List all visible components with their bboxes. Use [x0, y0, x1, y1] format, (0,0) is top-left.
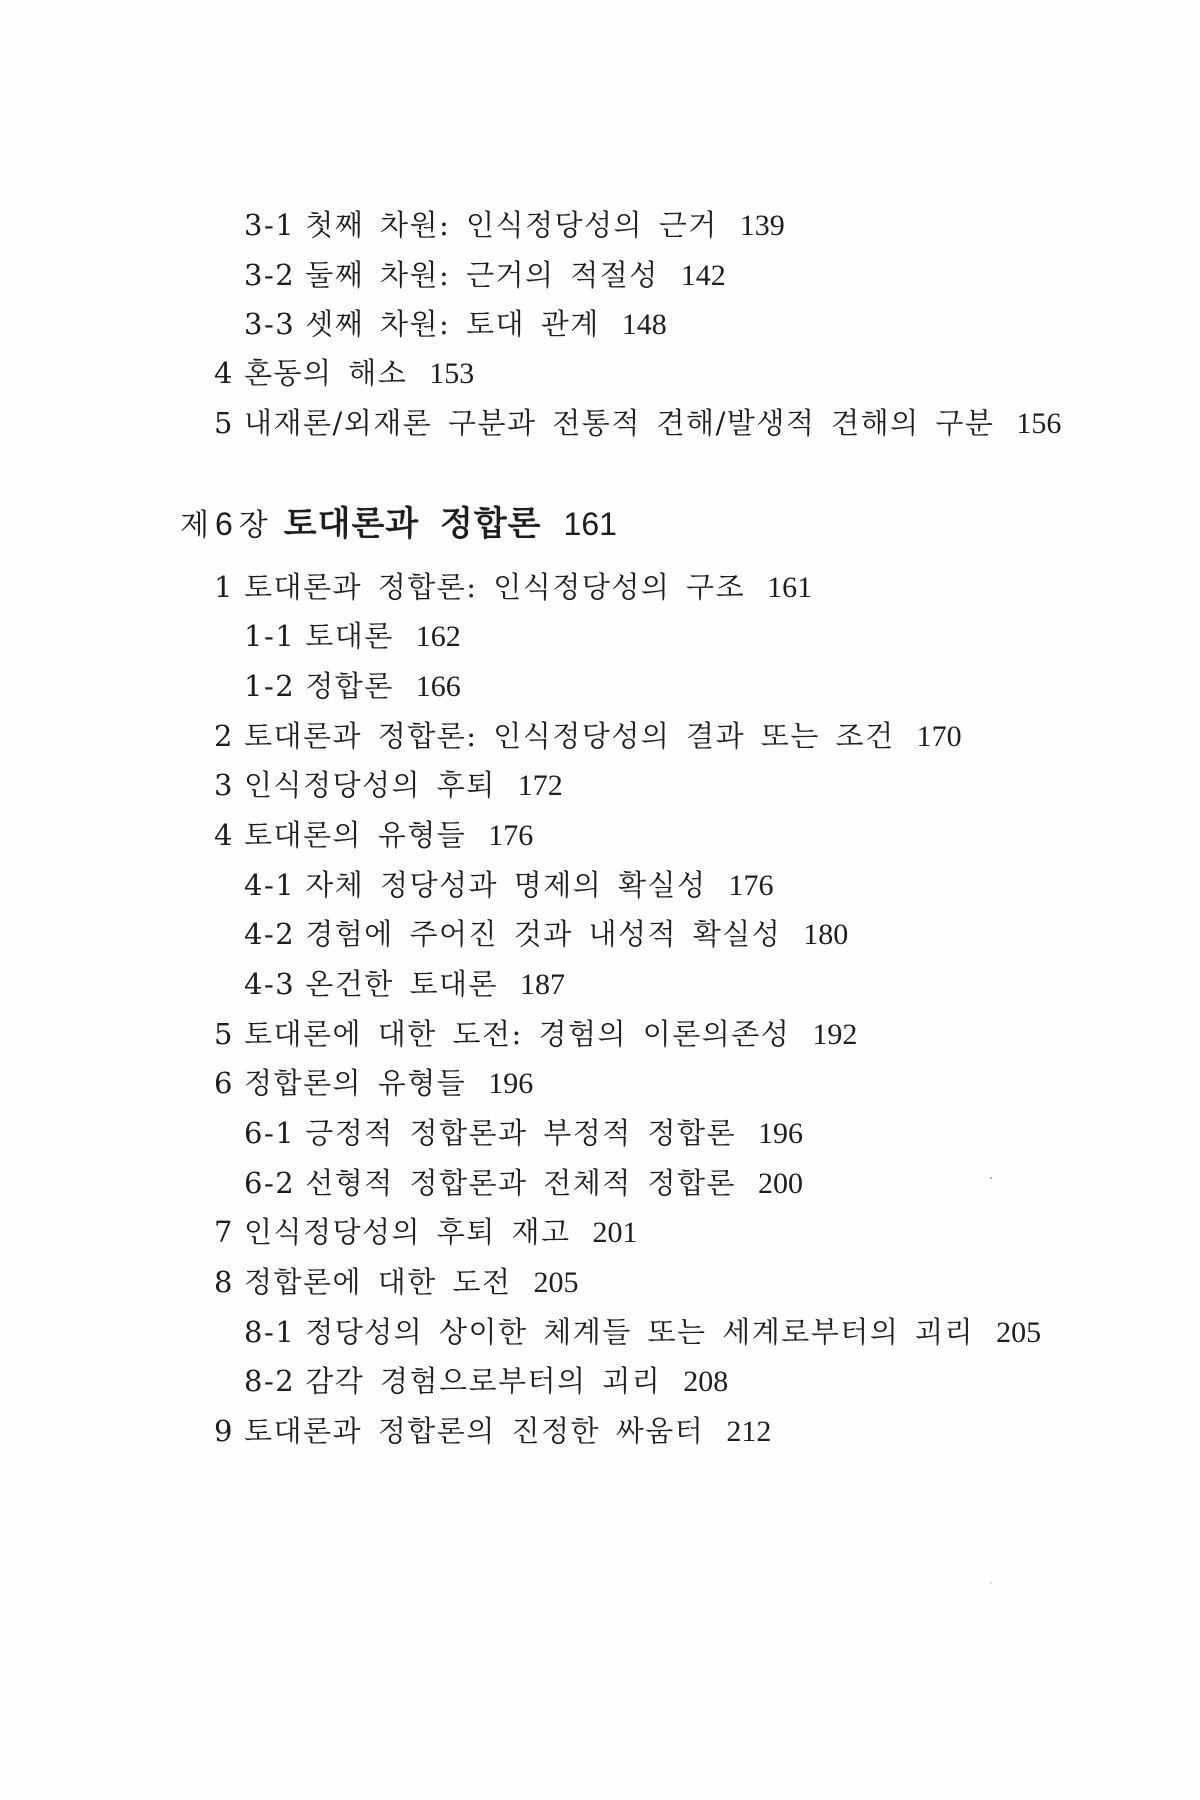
- entry-number: 1-2: [244, 669, 296, 703]
- entry-page-number: 196: [758, 1117, 804, 1150]
- entry-title: 토대론의 유형들: [243, 818, 467, 852]
- entry-number: 9: [214, 1414, 234, 1448]
- entry-title: 토대론과 정합론: 인식정당성의 구조: [243, 570, 746, 604]
- entry-title: 자체 정당성과 명제의 확실성: [305, 868, 707, 902]
- toc-entry: [214, 1066, 534, 1100]
- toc-entry: [214, 1265, 579, 1299]
- entry-number: 4: [214, 356, 234, 390]
- entry-title: 토대론과 정합론의 진정한 싸움터: [243, 1414, 705, 1448]
- entry-number: 5: [214, 406, 234, 440]
- toc-entry: [214, 818, 534, 852]
- entry-page-number: 148: [621, 308, 667, 341]
- chapter-page-number: 161: [563, 506, 617, 542]
- entry-page-number: 187: [520, 968, 566, 1001]
- toc-entry: [244, 1315, 1042, 1349]
- toc-entry: [214, 356, 475, 390]
- scan-speck: [990, 1177, 992, 1179]
- toc-entry: [244, 1364, 729, 1398]
- toc-entry: [244, 619, 461, 653]
- entry-page-number: 212: [726, 1415, 772, 1448]
- entry-page-number: 170: [916, 720, 962, 753]
- entry-page-number: 139: [739, 209, 785, 242]
- entry-title: 정합론: [305, 669, 394, 703]
- entry-number: 4-3: [244, 967, 296, 1001]
- toc-entry: [214, 1414, 772, 1448]
- entry-number: 1-1: [244, 619, 296, 653]
- entry-number: 2: [214, 719, 234, 753]
- toc-entry: [214, 768, 563, 802]
- toc-entry: [244, 669, 461, 703]
- entry-title: 셋째 차원: 토대 관계: [305, 307, 600, 341]
- entry-page-number: 162: [415, 620, 461, 653]
- entry-page-number: 205: [996, 1316, 1042, 1349]
- chapter-prefix: 제: [180, 508, 209, 543]
- entry-page-number: 196: [488, 1067, 534, 1100]
- entry-page-number: 176: [728, 869, 774, 902]
- entry-number: 7: [214, 1215, 234, 1249]
- entry-title: 토대론에 대한 도전: 경험의 이론의존성: [243, 1017, 791, 1051]
- scan-speck: [990, 1582, 992, 1584]
- entry-page-number: 156: [1016, 407, 1062, 440]
- entry-number: 4-2: [244, 917, 296, 951]
- entry-page-number: 192: [812, 1018, 858, 1051]
- toc-entry: [214, 1017, 858, 1051]
- toc-entry: [214, 570, 813, 604]
- toc-entry: [244, 1116, 804, 1150]
- entry-number: 1: [214, 570, 234, 604]
- entry-title: 온건한 토대론: [305, 967, 499, 1001]
- entry-number: 4-1: [244, 868, 296, 902]
- entry-page-number: 208: [683, 1365, 729, 1398]
- entry-title: 정합론에 대한 도전: [243, 1265, 512, 1299]
- entry-page-number: 201: [592, 1216, 638, 1249]
- entry-number: 8: [214, 1265, 234, 1299]
- entry-title: 정합론의 유형들: [243, 1066, 467, 1100]
- toc-entry: [214, 406, 1062, 440]
- entry-title: 긍정적 정합론과 부정적 정합론: [305, 1116, 737, 1150]
- entry-title: 정당성의 상이한 체계들 또는 세계로부터의 괴리: [305, 1315, 975, 1349]
- entry-page-number: 200: [758, 1167, 804, 1200]
- toc-entry: [244, 917, 849, 951]
- entry-title: 경험에 주어진 것과 내성적 확실성: [305, 917, 782, 951]
- entry-page-number: 172: [517, 769, 563, 802]
- chapter-number: 6: [214, 506, 233, 542]
- entry-page-number: 176: [488, 819, 534, 852]
- chapter-heading: [180, 504, 617, 544]
- entry-title: 첫째 차원: 인식정당성의 근거: [305, 208, 718, 242]
- chapter-title: 토대론과 정합론: [283, 504, 542, 544]
- toc-entry: [214, 719, 962, 753]
- chapter-suffix: 장: [238, 508, 268, 543]
- toc-entry: [244, 307, 667, 341]
- entry-number: 3-3: [244, 307, 296, 341]
- entry-title: 감각 경험으로부터의 괴리: [305, 1364, 662, 1398]
- entry-number: 3: [214, 768, 234, 802]
- toc-entry: [244, 868, 774, 902]
- entry-page-number: 180: [803, 918, 849, 951]
- entry-number: 6: [214, 1066, 234, 1100]
- entry-page-number: 205: [533, 1266, 579, 1299]
- entry-page-number: 166: [415, 670, 461, 703]
- entry-number: 6-1: [244, 1116, 296, 1150]
- entry-title: 둘째 차원: 근거의 적절성: [305, 258, 659, 292]
- toc-entry: [244, 1166, 804, 1200]
- toc-entry: [244, 967, 566, 1001]
- entry-number: 6-2: [244, 1166, 296, 1200]
- entry-page-number: 142: [680, 259, 726, 292]
- entry-number: 3-2: [244, 258, 296, 292]
- toc-entry: [214, 1215, 638, 1249]
- entry-title: 선형적 정합론과 전체적 정합론: [305, 1166, 737, 1200]
- entry-number: 4: [214, 818, 234, 852]
- entry-page-number: 153: [429, 357, 475, 390]
- toc-entry: [244, 208, 785, 242]
- entry-number: 8-1: [244, 1315, 296, 1349]
- entry-number: 3-1: [244, 208, 296, 242]
- entry-title: 토대론: [305, 619, 394, 653]
- entry-title: 혼동의 해소: [243, 356, 408, 390]
- entry-title: 토대론과 정합론: 인식정당성의 결과 또는 조건: [243, 719, 895, 753]
- entry-title: 내재론/외재론 구분과 전통적 견해/발생적 견해의 구분: [243, 406, 995, 440]
- entry-title: 인식정당성의 후퇴: [243, 768, 496, 802]
- entry-title: 인식정당성의 후퇴 재고: [243, 1215, 571, 1249]
- toc-entry: [244, 258, 726, 292]
- entry-number: 5: [214, 1017, 234, 1051]
- entry-number: 8-2: [244, 1364, 296, 1398]
- entry-page-number: 161: [767, 571, 813, 604]
